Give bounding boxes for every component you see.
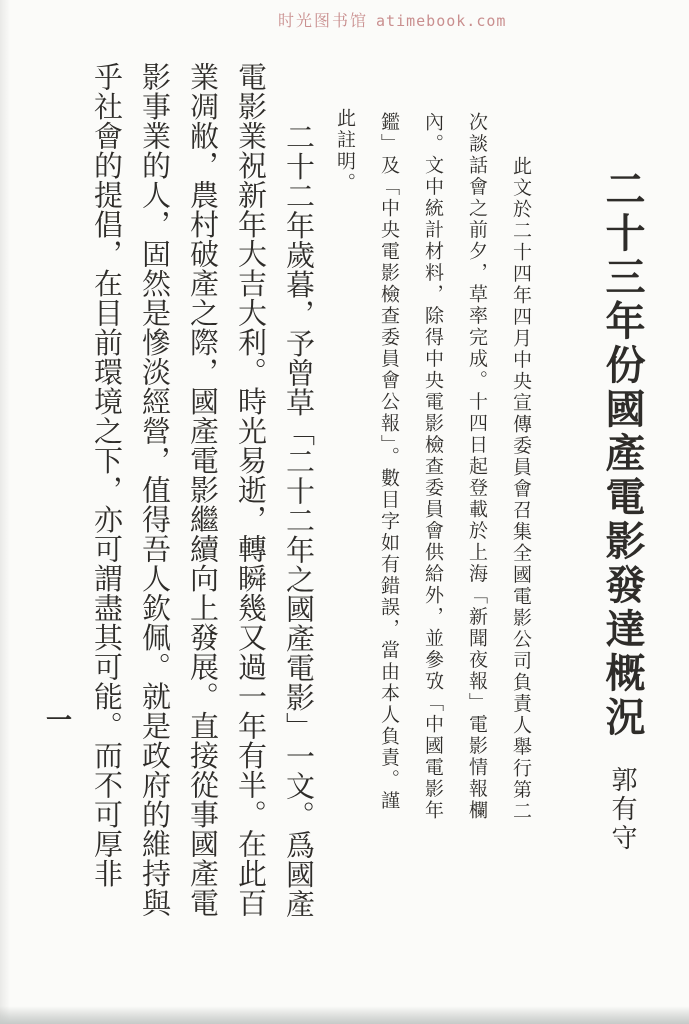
editor-note-column: 內。文中統計材料，除得中央電影檢查委員會供給外，並參攷「中國電影年 bbox=[422, 112, 444, 822]
article-title-column bbox=[589, 0, 655, 1024]
body-text-column: 業凋敝，農村破產之際，國產電影繼續向上發展。直接從事國產電 bbox=[186, 62, 220, 918]
editor-note-column: 此註明。 bbox=[334, 108, 356, 194]
scan-edge-shadow-left bbox=[0, 0, 10, 1024]
body-text-column: 二十二年歲暮，予曾草「二十二年之國產電影」一文。爲國產 bbox=[282, 122, 316, 919]
editor-note-column: 此文於二十四年四月中央宣傳委員會召集全國電影公司負責人舉行第二 bbox=[510, 156, 532, 823]
library-watermark-url: atimebook.com bbox=[376, 12, 507, 30]
body-text-column: 乎社會的提倡，在目前環境之下，亦可謂盡其可能。而不可厚非 bbox=[90, 62, 124, 888]
article-author: 郭有守 bbox=[607, 766, 637, 853]
body-text-column: 影事業的人，固然是慘淡經營，值得吾人欽佩。就是政府的維持與 bbox=[138, 62, 172, 918]
vertical-text-block bbox=[83, 0, 655, 1024]
page-number: 一 bbox=[46, 706, 73, 736]
article-title: 二十三年份國產電影發達概況 bbox=[599, 168, 646, 740]
editor-note-column: 次談話會之前夕，草率完成。十四日起登載於上海「新聞夜報」電影情報欄 bbox=[466, 112, 488, 822]
editor-note-column: 鑑」及「中央電影檢查委員會公報」。數目字如有錯誤，當由本人負責。謹 bbox=[378, 112, 400, 812]
body-text-column: 電影業祝新年大吉大利。時光易逝，轉瞬幾又過一年有半。在此百 bbox=[234, 62, 268, 918]
library-watermark-name: 时光图书馆 bbox=[278, 11, 369, 30]
